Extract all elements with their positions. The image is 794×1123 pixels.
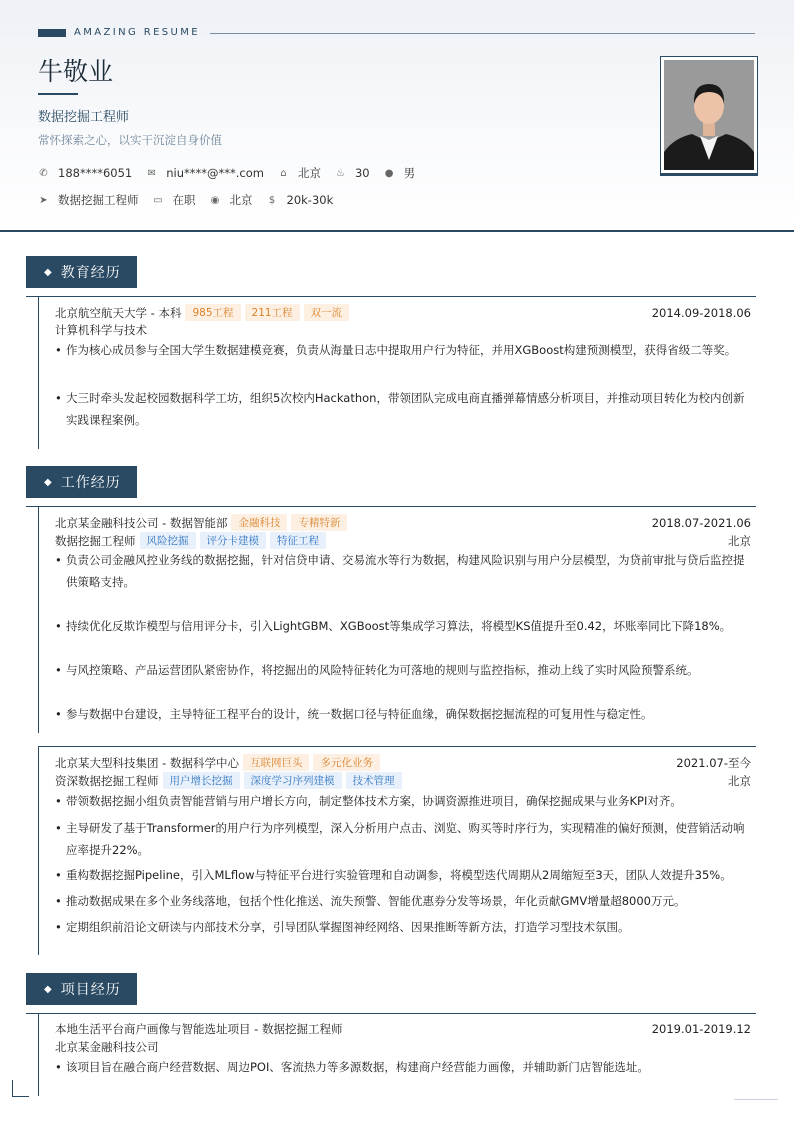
skill-badge: 评分卡建模 <box>200 532 267 549</box>
work-date: 2018.07-2021.06 <box>651 515 751 530</box>
company-badge: 专精特新 <box>291 514 347 531</box>
photo-frame <box>660 56 758 176</box>
diamond-icon: ◆ <box>44 266 53 278</box>
work-date: 2021.07-至今 <box>676 755 751 770</box>
skill-badge: 技术管理 <box>346 772 402 789</box>
education-major-row <box>55 322 751 338</box>
diamond-icon: ◆ <box>44 476 53 488</box>
school-badge: 双一流 <box>304 304 350 321</box>
page-corner-line <box>734 1099 778 1100</box>
section-education-header: ◆ 教育经历 <box>26 256 137 288</box>
company-badge: 互联网巨头 <box>243 754 310 771</box>
avatar <box>664 60 754 170</box>
briefcase-icon: ▭ <box>153 194 163 206</box>
company-name: 北京某大型科技集团 - 数据科学中心 <box>55 755 239 770</box>
intent-city: ◉ 北京 <box>210 193 253 207</box>
work-header-row <box>55 514 751 531</box>
company-badge: 多元化业务 <box>313 754 380 771</box>
work-bullet: • 与风控策略、产品运营团队紧密协作，将挖掘出的风险特征转化为可落地的规则与监控指标，推动上线了实时风险预警系统。 <box>55 659 747 681</box>
intent-position: ➤ 数据挖掘工程师 <box>39 193 139 207</box>
work-bullet: • 推动数据成果在多个业务线落地，包括个性化推送、流失预警、智能优惠券分发等场景，年化贡献GMV增量超8000万元。 <box>55 890 747 912</box>
diamond-icon: ◆ <box>44 983 53 995</box>
section-work-header: ◆ 工作经历 <box>26 466 137 498</box>
work-position-row <box>55 532 751 549</box>
project-header-row <box>55 1021 751 1037</box>
contact-phone: ✆ 188****6051 <box>39 166 133 180</box>
work-entry <box>38 507 757 733</box>
contact-age: ♨ 30 <box>335 166 370 180</box>
school-name: 北京航空航天大学 - 本科 <box>55 305 182 320</box>
work-header-row <box>55 754 751 771</box>
header-divider <box>0 230 794 232</box>
candidate-name: 牛敬业 <box>38 57 114 86</box>
work-entry <box>38 747 757 955</box>
school-badge: 985工程 <box>185 304 240 321</box>
work-city: 北京 <box>728 533 751 548</box>
project-company: 北京某金融科技公司 <box>55 1040 159 1054</box>
project-name: 本地生活平台商户画像与智能选址项目 - 数据挖掘工程师 <box>55 1022 343 1036</box>
education-entry <box>38 297 757 449</box>
skill-badge: 用户增长挖掘 <box>163 772 240 789</box>
tag-line <box>210 33 755 34</box>
education-header-row <box>55 304 751 321</box>
work-bullet: • 带领数据挖掘小组负责智能营销与用户增长方向，制定整体技术方案，协调资源推进项目，确保挖掘成果与业务KPI对齐。 <box>55 790 747 812</box>
project-date: 2019.01-2019.12 <box>651 1022 751 1036</box>
contact-row <box>38 165 429 181</box>
contact-home: ⌂ 北京 <box>278 165 321 181</box>
company-badge: 金融科技 <box>231 514 287 531</box>
contact-email: ✉ niu****@***.com <box>147 166 264 180</box>
name-underline <box>38 93 78 95</box>
work-bullet: • 参与数据中台建设，主导特征工程平台的设计，统一数据口径与特征血缘，确保数据挖掘流程的可复用性与稳定性。 <box>55 703 747 725</box>
contact-gender: ● 男 <box>384 166 416 180</box>
intent-status: ▭ 在职 <box>153 193 196 207</box>
phone-icon: ✆ <box>39 167 48 179</box>
work-bullet: • 定期组织前沿论文研读与内部技术分享，引导团队掌握图神经网络、因果推断等新方法，打造学习型技术氛围。 <box>55 916 747 938</box>
education-bullet: • 作为核心成员参与全国大学生数据建模竞赛，负责从海量日志中提取用户行为特征，并用XGBoost构建预测模型，获得省级二等奖。 <box>55 339 747 361</box>
position-title: 数据挖掘工程师 <box>55 533 136 548</box>
skill-badge: 特征工程 <box>270 532 326 549</box>
company-name: 北京某金融科技公司 - 数据智能部 <box>55 515 228 530</box>
project-entry <box>38 1014 757 1096</box>
project-bullet: • 该项目旨在融合商户经营数据、周边POI、客流热力等多源数据，构建商户经营能力画像，并辅助新门店智能选址。 <box>55 1056 747 1078</box>
school-badge: 211工程 <box>245 304 300 321</box>
project-company-row <box>55 1039 751 1055</box>
mail-icon: ✉ <box>147 167 156 179</box>
education-date: 2014.09-2018.06 <box>651 305 751 320</box>
intent-row <box>38 192 347 208</box>
work-bullet: • 持续优化反欺诈模型与信用评分卡，引入LightGBM、XGBoost等集成学习算法，将模型KS值提升至0.42，坏账率同比下降18%。 <box>55 615 747 637</box>
section-project-header: ◆ 项目经历 <box>26 973 137 1005</box>
major: 计算机科学与技术 <box>55 323 147 337</box>
candidate-role: 数据挖掘工程师 <box>38 110 130 125</box>
gender-icon: ● <box>384 167 394 179</box>
position-title: 资深数据挖掘工程师 <box>55 773 159 788</box>
education-bullet: • 大三时牵头发起校园数据科学工坊，组织5次校内Hackathon，带领团队完成电商直播弹幕情感分析项目，并推动项目转化为校内创新实践课程案例。 <box>55 387 747 431</box>
cake-icon: ♨ <box>335 167 345 179</box>
candidate-motto: 常怀探索之心，以实干沉淀自身价值 <box>38 133 222 147</box>
skill-badge: 风险挖掘 <box>140 532 196 549</box>
skill-badge: 深度学习序列建模 <box>244 772 342 789</box>
work-city: 北京 <box>728 773 751 788</box>
home-icon: ⌂ <box>280 167 287 179</box>
money-icon: $ <box>268 194 276 206</box>
send-icon: ➤ <box>39 194 48 206</box>
location-pin-icon: ◉ <box>210 194 220 206</box>
work-bullet: • 主导研发了基于Transformer的用户行为序列模型，深入分析用户点击、浏览、购买等时序行为，实现精准的偏好预测，使营销活动响应率提升22%。 <box>55 817 747 861</box>
work-position-row <box>55 772 751 789</box>
page-corner-mark <box>12 1080 29 1097</box>
work-bullet: • 重构数据挖掘Pipeline，引入MLflow与特征平台进行实验管理和自动调参，将模型迭代周期从2周缩短至3天，团队人效提升35%。 <box>55 864 747 886</box>
tag-bar <box>38 29 66 37</box>
resume-tag: AMAZING RESUME <box>74 27 200 38</box>
work-bullet: • 负责公司金融风控业务线的数据挖掘，针对信贷申请、交易流水等行为数据，构建风险识别与用户分层模型，为贷前审批与贷后监控提供策略支持。 <box>55 549 747 593</box>
intent-salary: $ 20k-30k <box>267 193 334 207</box>
